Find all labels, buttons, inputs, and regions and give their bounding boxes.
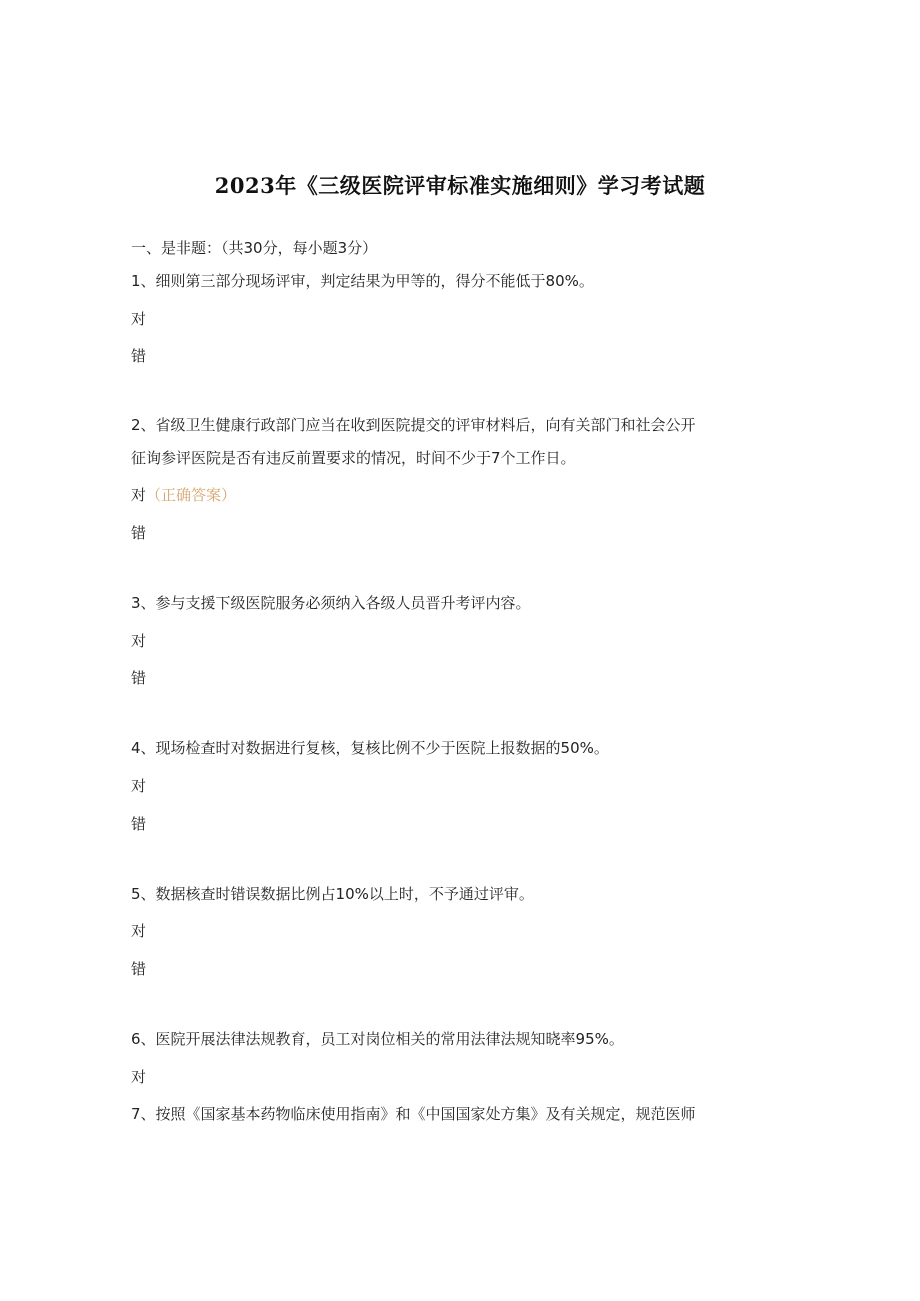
question-1-option-true[interactable] (131, 308, 791, 330)
option-label: 错 (131, 669, 147, 687)
question-4-option-false[interactable] (131, 813, 791, 835)
question-3-text: 3、参与支援下级医院服务必须纳入各级人员晋升考评内容。 (131, 594, 531, 612)
section-heading: 一、是非题：（共30分，每小题3分） (131, 239, 378, 257)
question-2-text-line-1: 2、省级卫生健康行政部门应当在收到医院提交的评审材料后，向有关部门和社会公开 (131, 416, 696, 434)
option-label: 对 (131, 922, 147, 940)
question-6-option-true[interactable] (131, 1066, 791, 1088)
question-2-option-true[interactable] (131, 484, 791, 506)
option-label: 对 (131, 777, 147, 795)
option-label: 错 (131, 815, 147, 833)
correct-answer-tag: （正确答案） (146, 486, 237, 504)
option-label: 对 (131, 310, 147, 328)
question-1-option-false[interactable] (131, 345, 791, 367)
question-2-text-line-2: 征询参评医院是否有违反前置要求的情况，时间不少于7个工作日。 (131, 449, 576, 467)
question-5-option-false[interactable] (131, 958, 791, 980)
option-label: 对 (131, 1068, 147, 1086)
question-3-option-false[interactable] (131, 667, 791, 689)
option-label: 对 (131, 632, 147, 650)
question-2-option-false[interactable] (131, 522, 791, 544)
question-4-text: 4、现场检查时对数据进行复核，复核比例不少于医院上报数据的50%。 (131, 739, 609, 757)
question-6-text: 6、医院开展法律法规教育，员工对岗位相关的常用法律法规知晓率95%。 (131, 1030, 624, 1048)
option-label: 对 (131, 486, 147, 504)
option-label: 错 (131, 347, 147, 365)
question-4-option-true[interactable] (131, 775, 791, 797)
question-3-option-true[interactable] (131, 630, 791, 652)
option-label: 错 (131, 524, 147, 542)
question-1-text: 1、细则第三部分现场评审，判定结果为甲等的，得分不能低于80%。 (131, 272, 594, 290)
question-5-text: 5、数据核查时错误数据比例占10%以上时，不予通过评审。 (131, 885, 534, 903)
page-title: 2023年《三级医院评审标准实施细则》学习考试题 (214, 173, 706, 198)
question-7-text: 7、按照《国家基本药物临床使用指南》和《中国国家处方集》及有关规定，规范医师 (131, 1105, 696, 1123)
option-label: 错 (131, 960, 147, 978)
question-5-option-true[interactable] (131, 920, 791, 942)
